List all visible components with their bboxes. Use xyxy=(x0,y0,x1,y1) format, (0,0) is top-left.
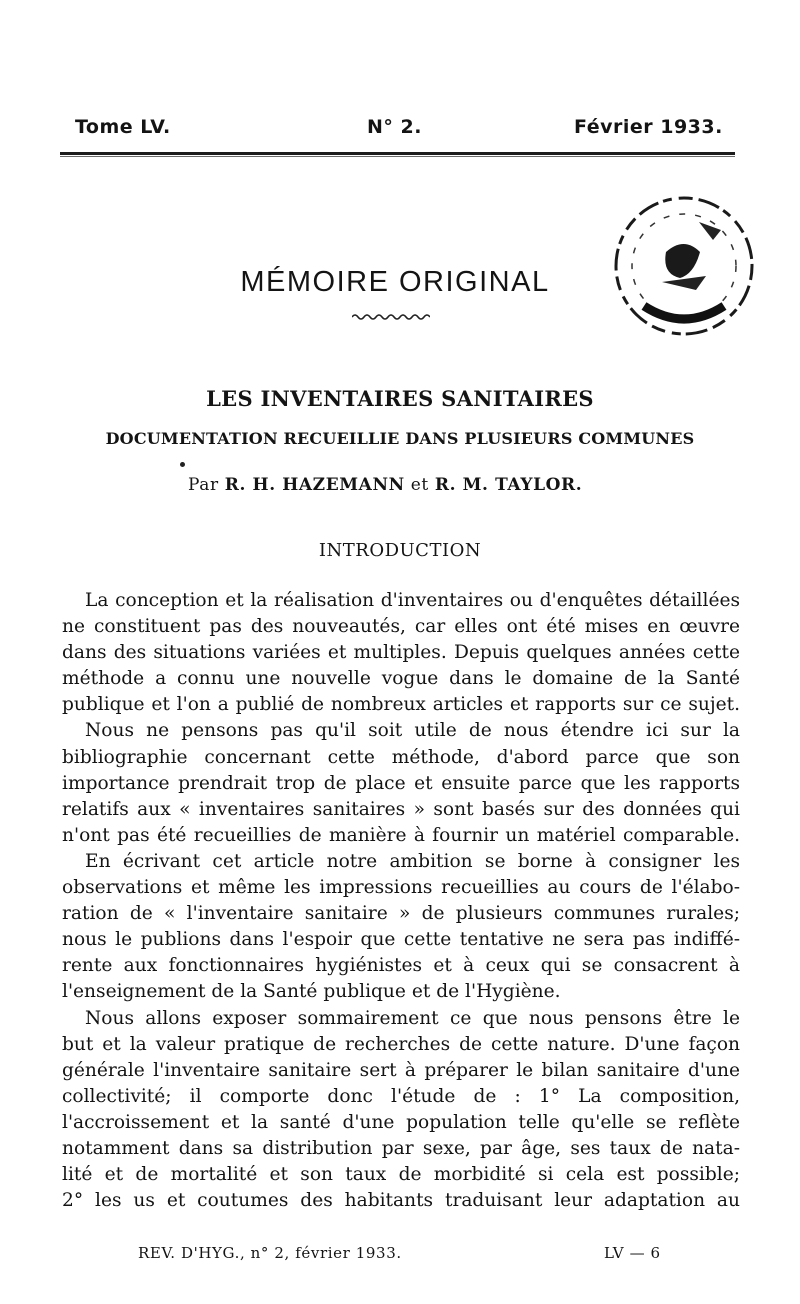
text-line: importance prendrait trop de place et ensuite parce que les rapports xyxy=(62,772,740,794)
article-subtitle: DOCUMENTATION RECUEILLIE DANS PLUSIEURS COMMUNES xyxy=(105,429,695,448)
text-line: Nous ne pensons pas qu'il soit utile de nous étendre ici sur la xyxy=(85,720,740,742)
text-line: lité et de mortalité et son taux de morbidité si cela est possible; xyxy=(62,1164,740,1186)
article-title: LES INVENTAIRES SANITAIRES xyxy=(206,386,594,411)
author-2: R. M. TAYLOR. xyxy=(434,475,583,495)
header-rule-thin xyxy=(60,156,735,157)
text-line: collectivité; il comporte donc l'étude de : 1° La composition, xyxy=(62,1085,740,1107)
section-heading: INTRODUCTION xyxy=(318,540,482,561)
text-line: générale l'inventaire sanitaire sert à préparer le bilan sanitaire d'une xyxy=(62,1059,740,1081)
author-1: R. H. HAZEMANN xyxy=(224,475,405,495)
volume-label: Tome LV. xyxy=(75,116,171,138)
text-line: rente aux fonctionnaires hygiénistes et à ceux qui se consacrent à xyxy=(62,955,740,977)
footer-page-number: LV — 6 xyxy=(604,1244,661,1262)
byline-prefix: Par xyxy=(188,475,219,495)
text-line: bibliographie concernant cette méthode, d'abord parce que son xyxy=(62,746,740,768)
header-rule xyxy=(60,152,735,155)
text-line: En écrivant cet article notre ambition se borne à consigner les xyxy=(85,850,740,872)
stray-dot xyxy=(180,462,185,467)
text-line: La conception et la réalisation d'inventaires ou d'enquêtes détaillées xyxy=(85,590,740,611)
text-line: relatifs aux « inventaires sanitaires » sont basés sur des données qui xyxy=(62,798,740,820)
text-line: l'accroissement et la santé d'une population telle qu'elle se reflète xyxy=(62,1111,740,1133)
text-line: ne constituent pas des nouveautés, car elles ont été mises en œuvre xyxy=(62,616,740,638)
article-type-title: MÉMOIRE ORIGINAL xyxy=(240,266,550,298)
text-line: l'enseignement de la Santé publique et de l'Hygiène. xyxy=(62,981,561,1003)
body-text xyxy=(62,588,740,1214)
text-line: Nous allons exposer sommairement ce que nous pensons être le xyxy=(85,1007,740,1029)
text-line: nous le publions dans l'espoir que cette tentative ne sera pas indiffé- xyxy=(62,929,740,951)
footer-citation: REV. D'HYG., n° 2, février 1933. xyxy=(138,1244,402,1262)
text-line: ration de « l'inventaire sanitaire » de plusieurs communes rurales; xyxy=(62,903,740,925)
text-line: notamment dans sa distribution par sexe, par âge, ses taux de nata- xyxy=(62,1137,740,1159)
text-line: but et la valeur pratique de recherches de cette nature. D'une façon xyxy=(62,1033,740,1055)
issue-number: N° 2. xyxy=(367,116,422,138)
byline-conj: et xyxy=(410,475,429,495)
issue-date: Février 1933. xyxy=(574,116,723,138)
text-line: n'ont pas été recueillies de manière à fournir un matériel comparable. xyxy=(62,824,740,846)
byline xyxy=(188,475,582,495)
text-line: publique et l'on a publié de nombreux articles et rapports sur ce sujet. xyxy=(62,694,740,716)
text-line: 2° les us et coutumes des habitants traduisant leur adaptation au xyxy=(62,1190,740,1212)
text-line: dans des situations variées et multiples. Depuis quelques années cette xyxy=(62,642,740,664)
text-line: observations et même les impressions recueillies au cours de l'élabo- xyxy=(62,877,740,899)
ornament-divider xyxy=(352,312,430,322)
text-line: méthode a connu une nouvelle vogue dans le domaine de la Santé xyxy=(62,668,740,690)
